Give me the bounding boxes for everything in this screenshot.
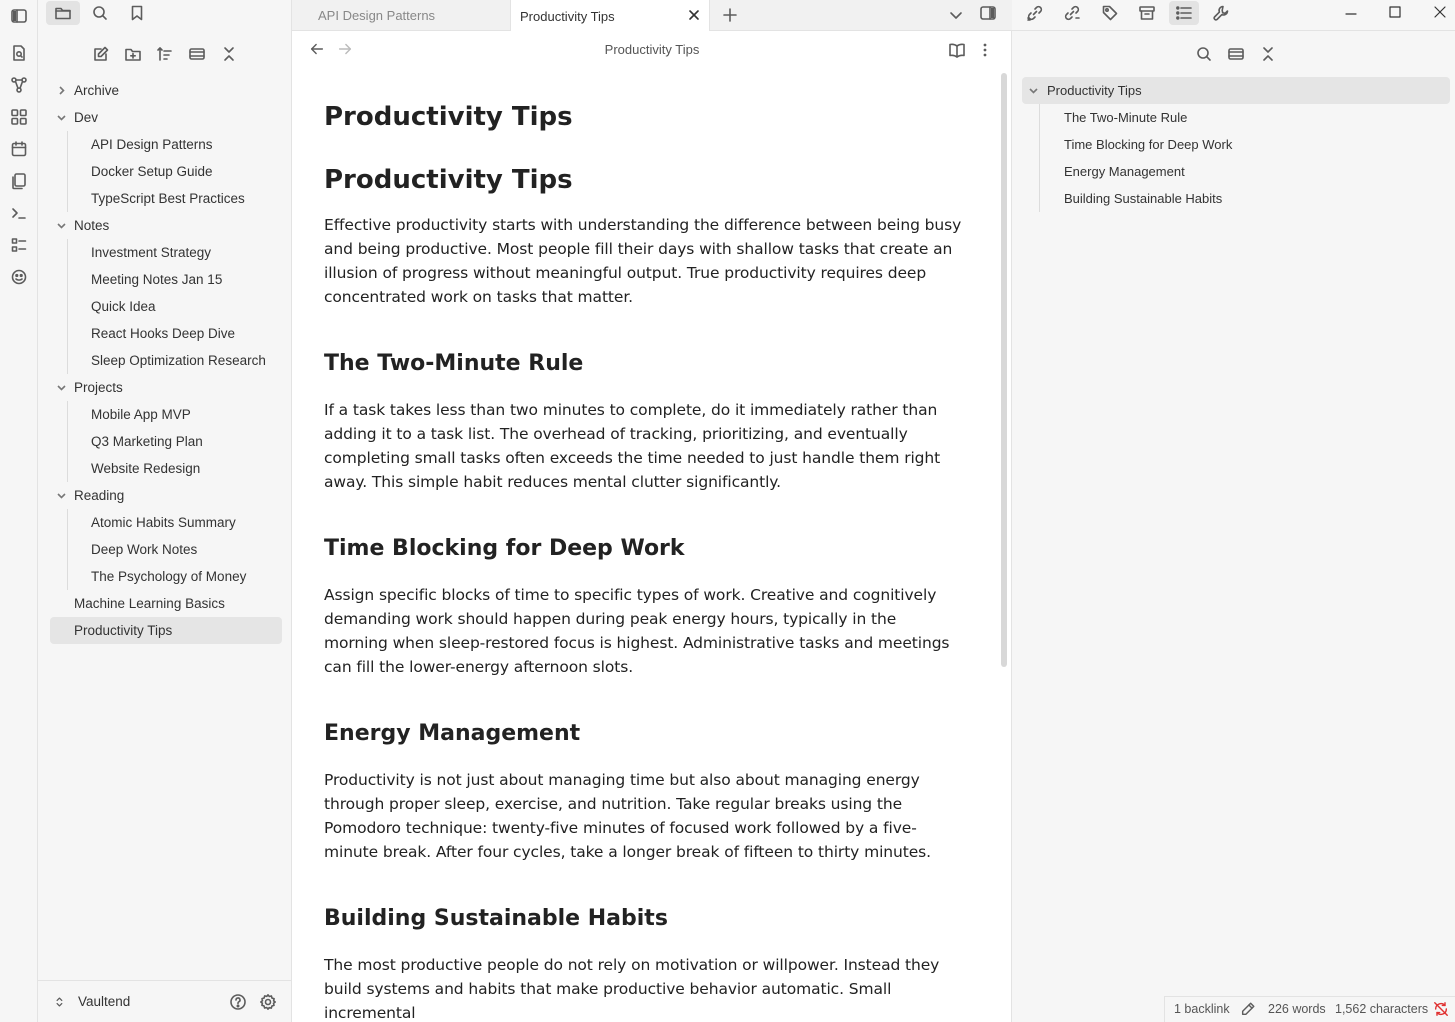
outline-item[interactable] [1022, 185, 1450, 212]
file-item[interactable] [50, 563, 282, 590]
folder-notes[interactable] [50, 212, 282, 239]
scrollbar[interactable] [1001, 73, 1007, 667]
close-tab-icon[interactable] [687, 8, 701, 22]
folder-label: Reading [74, 488, 125, 503]
outline-collapse-all-icon[interactable] [1256, 42, 1280, 66]
outline-label: Time Blocking for Deep Work [1064, 137, 1233, 152]
terminal-icon[interactable] [7, 201, 31, 225]
file-label: Docker Setup Guide [91, 164, 213, 179]
outline-item-h1[interactable] [1022, 77, 1450, 104]
note-content[interactable] [324, 101, 964, 1022]
toggle-left-sidebar-icon[interactable] [7, 4, 31, 28]
file-item[interactable] [50, 509, 282, 536]
tags-icon[interactable] [1095, 1, 1125, 25]
ribbon [0, 0, 38, 1022]
archive-box-icon[interactable] [1132, 1, 1162, 25]
outline-auto-expand-icon[interactable] [1224, 42, 1248, 66]
chevron-down-icon [56, 220, 67, 231]
chevron-down-icon [56, 490, 67, 501]
backlink-count[interactable]: 1 backlink [1174, 1002, 1230, 1016]
chevron-down-icon [56, 382, 67, 393]
file-label: Investment Strategy [91, 245, 212, 260]
folder-projects[interactable] [50, 374, 282, 401]
folder-archive[interactable] [50, 77, 282, 104]
editor-pane [292, 31, 1012, 1022]
folder-label: Projects [74, 380, 123, 395]
maximize-window-icon[interactable] [1386, 3, 1404, 21]
new-tab-plus-icon[interactable] [720, 5, 740, 25]
outline-label: Building Sustainable Habits [1064, 191, 1223, 206]
file-explorer-actions [38, 42, 292, 66]
tab-productivity-tips[interactable] [510, 0, 710, 32]
outline-list-icon[interactable] [1169, 1, 1199, 25]
file-item[interactable] [50, 266, 282, 293]
folder-label: Archive [74, 83, 120, 98]
file-label: TypeScript Best Practices [91, 191, 245, 206]
file-label: Atomic Habits Summary [91, 515, 236, 530]
search-tab-icon[interactable] [83, 1, 117, 25]
file-label: Deep Work Notes [91, 542, 198, 557]
file-label: Website Redesign [91, 461, 201, 476]
file-item[interactable] [50, 536, 282, 563]
quick-switcher-icon[interactable] [7, 41, 31, 65]
file-label: React Hooks Deep Dive [91, 326, 236, 341]
tab-bar [292, 0, 1012, 31]
file-label: Mobile App MVP [91, 407, 191, 422]
outline-item[interactable] [1022, 104, 1450, 131]
canvas-icon[interactable] [7, 105, 31, 129]
chevron-down-icon [56, 112, 67, 123]
view-header [292, 31, 1012, 69]
file-label: Q3 Marketing Plan [91, 434, 203, 449]
task-list-icon[interactable] [7, 233, 31, 257]
bookmarks-tab-icon[interactable] [120, 1, 154, 25]
files-tab-folder-icon[interactable] [46, 1, 80, 25]
new-folder-icon[interactable] [121, 42, 145, 66]
editing-mode-pencil-icon[interactable] [1240, 1001, 1256, 1017]
heading-sustainable-habits: Building Sustainable Habits [324, 906, 668, 931]
status-bar [1164, 996, 1455, 1022]
right-sidebar [1012, 31, 1455, 1022]
file-item[interactable] [50, 239, 282, 266]
file-label: Quick Idea [91, 299, 156, 314]
toggle-right-sidebar-icon[interactable] [979, 4, 997, 22]
heading-two-minute-rule: The Two-Minute Rule [324, 351, 584, 376]
templates-icon[interactable] [7, 169, 31, 193]
paragraph: Productivity is not just about managing time but also about managing energy through proper sleep, exercise, and nutrition. Take regular breaks using the Pomodoro technique: twenty-five minutes of focused work followed by a five-minute break. After four cycles, take a longer break of fifteen to thirty minutes. [324, 771, 931, 861]
file-tree [50, 77, 282, 644]
heading-time-blocking: Time Blocking for Deep Work [324, 536, 685, 561]
file-label: API Design Patterns [91, 137, 213, 152]
heading-1: Productivity Tips [324, 165, 573, 195]
view-title[interactable]: Productivity Tips [604, 42, 700, 57]
file-item[interactable] [50, 401, 282, 428]
collapse-all-icon[interactable] [217, 42, 241, 66]
outline-label: Energy Management [1064, 164, 1185, 179]
plugin-face-icon[interactable] [7, 265, 31, 289]
graph-view-icon[interactable] [7, 73, 31, 97]
outline-label: The Two-Minute Rule [1064, 110, 1188, 125]
intro-paragraph: Effective productivity starts with understanding the difference between being busy and being productive. Most people fill their days with shallow tasks that create an illusion of progress without meaningful output. True productivity requires deep concentrated work on tasks that matter. [324, 216, 962, 306]
vault-switch-icon[interactable] [54, 993, 68, 1011]
vault-name[interactable]: Vaultend [78, 994, 131, 1009]
settings-gear-icon[interactable] [259, 993, 277, 1011]
file-label: Machine Learning Basics [74, 596, 225, 611]
file-item[interactable] [50, 131, 282, 158]
outline-label: Productivity Tips [1047, 83, 1142, 98]
file-item[interactable] [50, 455, 282, 482]
chevron-down-icon [1028, 85, 1039, 96]
folder-dev[interactable] [50, 104, 282, 131]
auto-reveal-icon[interactable] [185, 42, 209, 66]
file-label: The Psychology of Money [91, 569, 247, 584]
outline-item[interactable] [1022, 131, 1450, 158]
tab-list-chevron-down-icon[interactable] [947, 6, 965, 24]
minimize-window-icon[interactable] [1342, 5, 1360, 23]
right-sidebar-tabs [1012, 0, 1455, 31]
word-count: 226 words [1268, 1002, 1326, 1016]
vault-switcher [38, 980, 292, 1022]
paragraph: Assign specific blocks of time to specific types of work. Creative and cognitively demanding work should happen during peak energy hours, typically in the morning when sleep-restored focus is highest. Administrative tasks and meetings can fill the lower-energy afternoon slots. [324, 586, 950, 676]
outline-item[interactable] [1022, 158, 1450, 185]
chevron-right-icon [56, 85, 67, 96]
sync-error-icon[interactable] [1433, 1001, 1449, 1017]
outline-search-icon[interactable] [1192, 42, 1216, 66]
left-sidebar [38, 0, 292, 1022]
file-item[interactable] [50, 590, 282, 617]
paragraph: The most productive people do not rely on motivation or willpower. Instead they build systems and habits that make productive behavior automatic. Small incremental [324, 956, 940, 1022]
outline-tree [1022, 77, 1450, 212]
file-item[interactable] [50, 185, 282, 212]
inline-title[interactable]: Productivity Tips [324, 102, 573, 132]
file-label: Sleep Optimization Research [91, 353, 266, 368]
outgoing-links-icon[interactable] [1057, 1, 1087, 25]
heading-energy-management: Energy Management [324, 721, 581, 746]
close-window-icon[interactable] [1431, 3, 1449, 21]
help-icon[interactable] [229, 993, 247, 1011]
file-item[interactable] [50, 158, 282, 185]
tab-label: API Design Patterns [318, 8, 436, 23]
wrench-icon[interactable] [1206, 1, 1236, 25]
folder-label: Dev [74, 110, 99, 125]
reading-view-book-icon[interactable] [948, 41, 966, 59]
file-item[interactable] [50, 320, 282, 347]
sort-order-icon[interactable] [153, 42, 177, 66]
more-options-icon[interactable] [976, 41, 994, 59]
file-item-selected[interactable] [50, 617, 282, 644]
tab-api-design-patterns[interactable] [292, 0, 510, 31]
file-item[interactable] [50, 428, 282, 455]
left-sidebar-tabs [38, 0, 292, 30]
file-label: Meeting Notes Jan 15 [91, 272, 223, 287]
file-item[interactable] [50, 293, 282, 320]
folder-label: Notes [74, 218, 110, 233]
new-note-icon[interactable] [89, 42, 113, 66]
calendar-icon[interactable] [7, 137, 31, 161]
tab-label: Productivity Tips [520, 8, 615, 24]
backlinks-icon[interactable] [1020, 1, 1050, 25]
paragraph: If a task takes less than two minutes to complete, do it immediately rather than adding it to a task list. The overhead of tracking, prioritizing, and eventually completing small tasks often exceeds the time needed to just handle them right away. This simple habit reduces mental clutter significantly. [324, 401, 941, 491]
file-label: Productivity Tips [74, 623, 173, 638]
file-item[interactable] [50, 347, 282, 374]
folder-reading[interactable] [50, 482, 282, 509]
character-count: 1,562 characters [1335, 1002, 1429, 1016]
